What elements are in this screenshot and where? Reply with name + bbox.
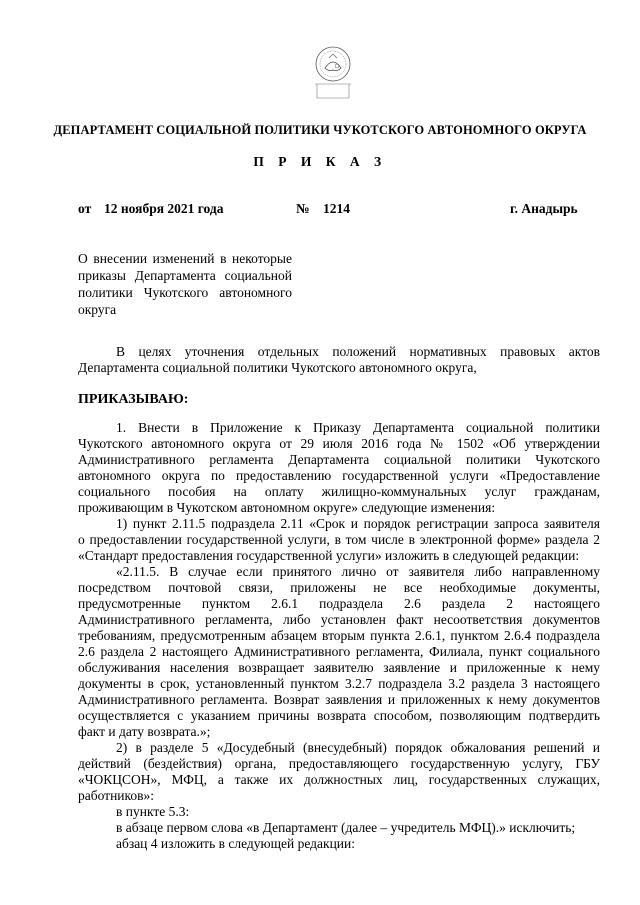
subject-line: приказы Департамента социальной [78, 268, 292, 283]
body-line: социального пособия на оплату жилищно-коммунальных услуг гражданам, [78, 484, 600, 499]
subject-line: округа [78, 302, 117, 317]
body-line: осуществляется с указанием причины возврата способом, позволяющим подтвердить [78, 708, 600, 723]
body-line: 1. Внести в Приложение к Приказу Департамента социальной политики [116, 420, 600, 435]
body-line: проживающим в Чукотском автономном округе» следующие изменения: [78, 500, 496, 515]
body-line: действий (бездействия) органа, предоставляющего государственную услугу, ГБУ [78, 756, 600, 771]
body-line: в пункте 5.3: [116, 804, 190, 819]
order-date: 12 ноября 2021 года [104, 201, 224, 216]
preamble [78, 344, 600, 376]
body-line: работников»: [78, 788, 155, 803]
body-line: «Стандарт предоставления государственной услуги» изложить в следующей редакции: [78, 548, 580, 563]
body-line: «ЧОКЦСОН», МФЦ, а также их должностных лиц, государственных служащих, [78, 772, 600, 787]
body-line: Административного регламента. Возврат заявления и приложенных к нему документов [78, 692, 600, 707]
preamble-line: В целях уточнения отдельных положений нормативных правовых актов [116, 344, 600, 359]
body-line: автономного округа по предоставлению государственной услуги «Предоставление [78, 468, 600, 483]
body-line: требованиям, предусмотренным абзацем вторым пункта 2.6.1, пунктом 2.6.4 подраздела [78, 628, 600, 643]
body-line: Чукотского автономного округа от 29 июля 2016 года № 1502 «Об утверждении [78, 436, 600, 451]
subject-line: политики Чукотского автономного [78, 285, 292, 300]
document-type-title: П Р И К А З [253, 154, 387, 169]
subject-line: О внесении изменений в некоторые [78, 251, 292, 266]
body-line: предусмотренные пунктом 2.6.1 подраздела 2.6 раздела 2 настоящего [78, 596, 600, 611]
issue-place: г. Анадырь [510, 201, 578, 216]
body-line: Административного регламента, либо установлен факт несоответствия документов [78, 612, 600, 627]
body-line: абзац 4 изложить в следующей редакции: [116, 836, 355, 851]
body-line: 2) в разделе 5 «Досудебный (внесудебный) порядок обжалования решений и [116, 740, 600, 755]
body-line: Административного регламента Департамента социальной политики Чукотского [78, 452, 600, 467]
body-line: 2.6 раздела 2 настоящего Административного регламента, Филиала, пункт социального [78, 644, 600, 659]
order-heading: ПРИКАЗЫВАЮ: [78, 392, 189, 407]
body-line: обслуживания населения возвращает заявителю заявление и приложенные к нему [78, 660, 600, 675]
body-line: «2.11.5. В случае если принятого лично от заявителя либо направленному [116, 564, 600, 579]
order-number: 1214 [323, 201, 350, 216]
date-from-label: от [78, 201, 92, 216]
body-line: 1) пункт 2.11.5 подраздела 2.11 «Срок и порядок регистрации запроса заявителя [116, 516, 600, 531]
department-title: ДЕПАРТАМЕНТ СОЦИАЛЬНОЙ ПОЛИТИКИ ЧУКОТСКОГО АВТОНОМНОГО ОКРУГА [53, 123, 587, 137]
body-line: посредством почтовой связи, приложены не все необходимые документы, [78, 580, 600, 595]
preamble-line: Департамента социальной политики Чукотского автономного округа, [78, 360, 477, 375]
coat-of-arms-emblem [307, 42, 359, 102]
order-body [78, 420, 600, 852]
number-label: № [296, 201, 310, 216]
body-line: факт и дату возврата.»; [78, 724, 211, 739]
body-line: документы в срок, установленный пунктом 3.2.7 подраздела 3.2 раздела 3 настоящего [78, 676, 600, 691]
body-line: о предоставлении государственной услуги, в том числе в электронной форме» раздела 2 [78, 532, 600, 547]
body-line: в абзаце первом слова «в Департамент (далее – учредитель МФЦ).» исключить; [116, 820, 576, 835]
order-subject [78, 250, 292, 318]
